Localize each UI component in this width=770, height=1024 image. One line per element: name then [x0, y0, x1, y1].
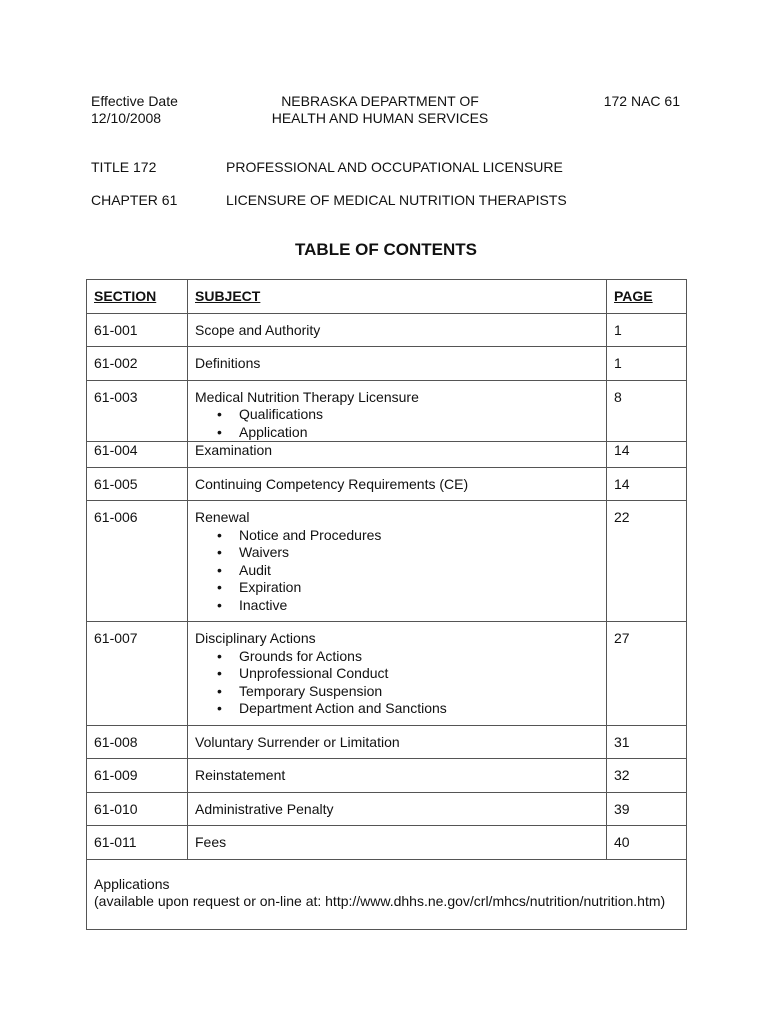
subject-cell — [188, 725, 607, 759]
subject-cell — [188, 622, 607, 726]
subject-title: Reinstatement — [195, 767, 286, 783]
toc-row — [87, 313, 687, 347]
section-number: 61-001 — [94, 321, 138, 338]
subtopic-list — [195, 527, 598, 615]
toc-row — [87, 501, 687, 622]
subtopic-list — [195, 648, 598, 718]
toc-row — [87, 725, 687, 759]
section-cell — [87, 826, 188, 860]
page-cell — [607, 759, 687, 793]
toc-row — [87, 467, 687, 501]
subtopic-item: • Department Action and Sanctions — [239, 700, 598, 718]
subject-cell — [188, 347, 607, 381]
subject-title: Disciplinary Actions — [195, 630, 316, 646]
subject-cell — [188, 759, 607, 793]
section-cell — [87, 759, 188, 793]
page-number: 27 — [614, 630, 630, 646]
subject-cell — [188, 313, 607, 347]
title-text: PROFESSIONAL AND OCCUPATIONAL LICENSURE — [226, 159, 563, 175]
section-cell — [87, 622, 188, 726]
toc-title: TABLE OF CONTENTS — [295, 240, 477, 259]
page-number: 31 — [614, 733, 630, 750]
section-number: 61-011 — [94, 834, 137, 850]
department-name-line1: NEBRASKA DEPARTMENT OF — [281, 93, 479, 109]
page-cell — [607, 622, 687, 726]
section-number: 61-006 — [94, 509, 138, 525]
page-cell — [607, 313, 687, 347]
section-number: 61-004 — [94, 442, 138, 458]
subject-cell — [188, 442, 607, 468]
subject-cell — [188, 467, 607, 501]
applications-row — [87, 859, 687, 929]
subject-cell — [188, 826, 607, 860]
subtopic-item: • Grounds for Actions — [239, 648, 598, 666]
section-cell — [87, 380, 188, 442]
subject-column-header — [188, 280, 607, 314]
chapter-text: LICENSURE OF MEDICAL NUTRITION THERAPISTS — [226, 192, 567, 208]
subject-title: Voluntary Surrender or Limitation — [195, 733, 400, 750]
subject-title: Administrative Penalty — [195, 800, 334, 817]
page-cell — [607, 467, 687, 501]
toc-row — [87, 622, 687, 726]
page-cell — [607, 501, 687, 622]
page-cell — [607, 792, 687, 826]
page-number: 32 — [614, 767, 630, 783]
page-number: 22 — [614, 509, 630, 525]
page-number: 1 — [614, 321, 622, 338]
section-number: 61-008 — [94, 733, 138, 750]
subject-title: Fees — [195, 834, 227, 850]
subject-title: Scope and Authority — [195, 321, 321, 338]
section-cell — [87, 792, 188, 826]
subtopic-list — [195, 406, 598, 441]
subtopic-item: • Qualifications — [239, 406, 598, 424]
toc-row — [87, 792, 687, 826]
page-header-label: PAGE — [614, 288, 653, 304]
page-number: 14 — [614, 442, 630, 458]
section-cell — [87, 442, 188, 468]
subject-header-label: SUBJECT — [195, 288, 261, 304]
toc-row — [87, 759, 687, 793]
effective-date-value: 12/10/2008 — [91, 110, 162, 126]
subtopic-item: • Audit — [239, 562, 598, 580]
subject-title: Renewal — [195, 509, 250, 525]
section-number: 61-003 — [94, 388, 138, 405]
page-number: 1 — [614, 355, 622, 371]
page-cell — [607, 380, 687, 442]
section-cell — [87, 313, 188, 347]
page-cell — [607, 725, 687, 759]
applications-note: (available upon request or on-line at: http://www.dhhs.ne.gov/crl/mhcs/nutrition/nutrition.htm) — [94, 893, 666, 909]
page-column-header — [607, 280, 687, 314]
toc-header-row — [87, 280, 687, 314]
section-cell — [87, 347, 188, 381]
regulation-code: 172 NAC 61 — [603, 93, 680, 109]
section-number: 61-010 — [94, 800, 138, 817]
section-cell — [87, 725, 188, 759]
page-number: 39 — [614, 800, 630, 817]
subtopic-item: • Expiration — [239, 579, 598, 597]
section-number: 61-007 — [94, 630, 138, 646]
effective-date-label: Effective Date — [91, 93, 178, 109]
section-header-label: SECTION — [94, 288, 157, 304]
page-cell — [607, 826, 687, 860]
title-label: TITLE 172 — [91, 159, 157, 175]
subtopic-item: • Unprofessional Conduct — [239, 665, 598, 683]
toc-row — [87, 347, 687, 381]
subject-title: Medical Nutrition Therapy Licensure — [195, 388, 419, 405]
subtopic-item: • Temporary Suspension — [239, 683, 598, 701]
subtopic-item: • Inactive — [239, 597, 598, 615]
page-cell — [607, 347, 687, 381]
page-cell — [607, 442, 687, 468]
subject-cell — [188, 792, 607, 826]
toc-table — [86, 279, 687, 930]
subtopic-item: • Notice and Procedures — [239, 527, 598, 545]
department-name-line2: HEALTH AND HUMAN SERVICES — [271, 110, 489, 126]
subtopic-item: • Application — [239, 424, 598, 442]
toc-row — [87, 442, 687, 468]
subtopic-item: • Waivers — [239, 544, 598, 562]
applications-cell — [87, 859, 687, 929]
section-cell — [87, 467, 188, 501]
page-number: 14 — [614, 475, 630, 492]
toc-row — [87, 380, 687, 442]
section-number: 61-009 — [94, 767, 138, 783]
subject-title: Continuing Competency Requirements (CE) — [195, 475, 469, 492]
section-number: 61-002 — [94, 355, 138, 371]
applications-label: Applications — [94, 875, 170, 892]
chapter-label: CHAPTER 61 — [91, 192, 178, 208]
toc-row — [87, 826, 687, 860]
subject-title: Definitions — [195, 355, 261, 371]
section-number: 61-005 — [94, 475, 138, 492]
section-cell — [87, 501, 188, 622]
section-column-header — [87, 280, 188, 314]
subject-cell — [188, 380, 607, 442]
page-number: 8 — [614, 388, 622, 405]
page-number: 40 — [614, 834, 630, 850]
subject-cell — [188, 501, 607, 622]
subject-title: Examination — [195, 442, 273, 458]
